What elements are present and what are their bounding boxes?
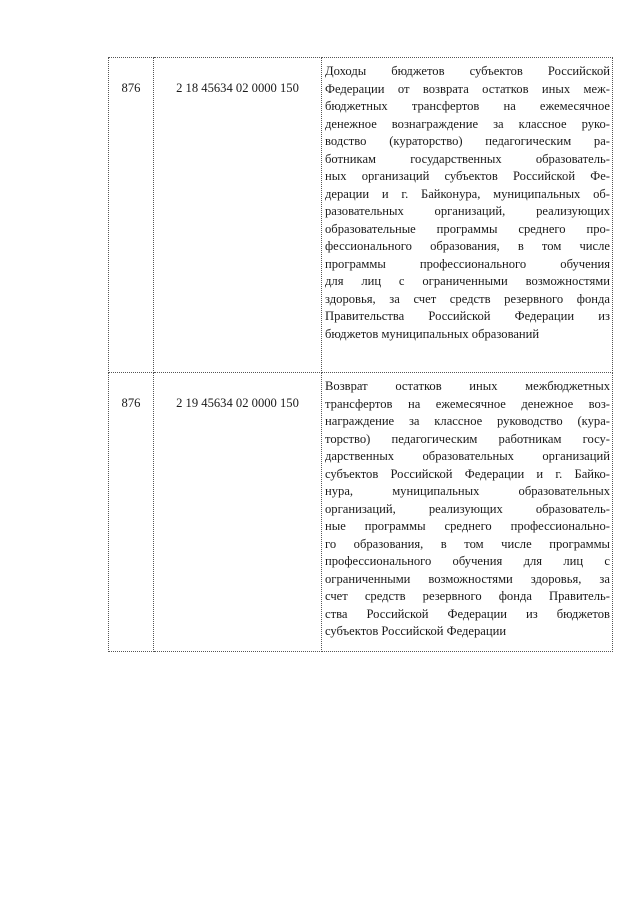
text-line: водство (кураторство) педагогическим ра-	[325, 134, 610, 148]
text-line: фессионального образования, в том числе	[325, 239, 610, 253]
text-line: торство) педагогическим работникам госу-	[325, 431, 610, 446]
text-line: ных организаций субъектов Российской Фе-	[325, 169, 610, 183]
text-line: бюджетных трансфертов на ежемесячное	[325, 99, 610, 113]
text-line: дарственных образовательных организаций	[325, 449, 610, 463]
table-row	[109, 373, 613, 652]
text-line: субъектов Российской Федерации	[325, 624, 507, 638]
text-line: ства Российской Федерации из бюджетов	[325, 606, 610, 621]
admin-code-cell: 876	[109, 58, 154, 373]
text-line: счет средств резервного фонда Правитель-	[325, 589, 610, 603]
text-line: нура, муниципальных образовательных	[325, 484, 610, 498]
text-line: субъектов Российской Федерации и г. Байко-	[325, 466, 610, 481]
budget-code-cell: 2 18 45634 02 0000 150	[154, 58, 322, 373]
text-line: организаций, реализующих образователь-	[325, 501, 610, 516]
budget-code-cell: 2 19 45634 02 0000 150	[154, 373, 322, 652]
text-line: награждение за классное руководство (кура-	[325, 414, 610, 428]
text-line: Правительства Российской Федерации из	[325, 309, 610, 323]
text-line: для лиц с ограниченными возможностями	[325, 274, 610, 288]
text-line: здоровья, за счет средств резервного фонда	[325, 291, 610, 306]
income-name-cell	[322, 373, 613, 652]
text-line: денежное вознаграждение за классное руко-	[325, 116, 610, 131]
text-line: образовательные программы среднего про-	[325, 221, 610, 236]
text-line: разовательных организаций, реализующих	[325, 204, 610, 218]
text-line: Возврат остатков иных межбюджетных	[325, 379, 610, 393]
text-line: го образования, в том числе программы	[325, 536, 610, 551]
text-line: трансфертов на ежемесячное денежное воз-	[325, 396, 610, 411]
text-line: Федерации от возврата остатков иных меж-	[325, 81, 610, 96]
budget-codes-table	[108, 57, 613, 652]
text-line: ограниченными возможностями здоровья, за	[325, 571, 610, 586]
text-line: дерации и г. Байконура, муниципальных об-	[325, 186, 610, 201]
text-line: программы профессионального обучения	[325, 256, 610, 271]
table-row	[109, 58, 613, 373]
admin-code-cell: 876	[109, 373, 154, 652]
text-line: профессионального обучения для лиц с	[325, 554, 610, 568]
text-line: ные программы среднего профессионально-	[325, 519, 610, 533]
income-name-cell	[322, 58, 613, 373]
text-line: Доходы бюджетов субъектов Российской	[325, 64, 610, 78]
text-line: ботникам государственных образователь-	[325, 151, 610, 166]
text-line: бюджетов муниципальных образований	[325, 326, 540, 341]
